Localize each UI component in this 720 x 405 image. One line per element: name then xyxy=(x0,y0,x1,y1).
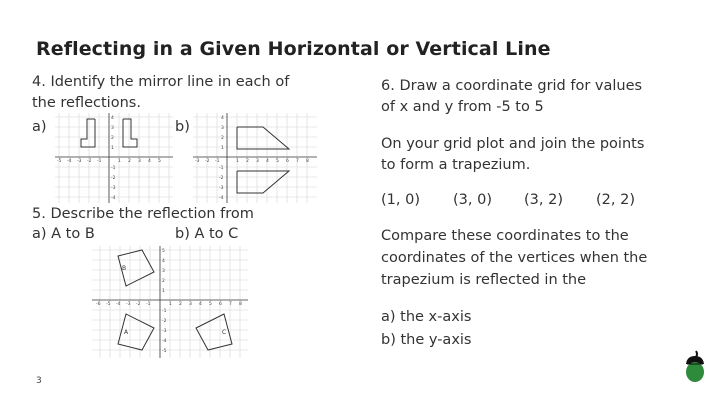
q6-line7: trapezium is reflected in the xyxy=(381,272,587,288)
svg-text:5: 5 xyxy=(162,249,165,254)
svg-text:3: 3 xyxy=(162,269,165,274)
q4-part-b-label: b) xyxy=(175,119,190,135)
label-b: B xyxy=(122,265,127,272)
q4b-grid xyxy=(193,113,317,203)
svg-text:-4: -4 xyxy=(219,196,224,201)
svg-text:7: 7 xyxy=(229,302,232,307)
q4-prompt-line1: 4. Identify the mirror line in each of xyxy=(32,74,290,90)
svg-text:3: 3 xyxy=(111,126,114,131)
q5-part-b: b) A to C xyxy=(175,226,239,242)
svg-text:-5: -5 xyxy=(162,349,167,354)
shape-c xyxy=(196,314,232,350)
svg-text:5: 5 xyxy=(158,159,161,164)
svg-text:-5: -5 xyxy=(57,159,62,164)
svg-text:-4: -4 xyxy=(67,159,72,164)
svg-text:1: 1 xyxy=(162,289,165,294)
svg-text:-3: -3 xyxy=(219,186,224,191)
svg-text:2: 2 xyxy=(221,136,224,141)
point-4: (2, 2) xyxy=(596,192,635,208)
point-3: (3, 2) xyxy=(524,192,563,208)
svg-text:6: 6 xyxy=(286,159,289,164)
svg-text:4: 4 xyxy=(221,116,224,121)
point-1: (1, 0) xyxy=(381,192,420,208)
q6-option-a: a) the x-axis xyxy=(381,309,472,325)
svg-text:7: 7 xyxy=(296,159,299,164)
svg-text:-2: -2 xyxy=(162,319,167,324)
svg-text:5: 5 xyxy=(209,302,212,307)
svg-text:8: 8 xyxy=(306,159,309,164)
svg-text:-1: -1 xyxy=(162,309,167,314)
svg-text:-4: -4 xyxy=(111,196,116,201)
svg-text:4: 4 xyxy=(148,159,151,164)
svg-text:-4: -4 xyxy=(116,302,121,307)
svg-text:-1: -1 xyxy=(215,159,220,164)
svg-text:5: 5 xyxy=(276,159,279,164)
svg-text:1: 1 xyxy=(236,159,239,164)
page-title: Reflecting in a Given Horizontal or Vertical Line xyxy=(36,38,551,60)
svg-text:2: 2 xyxy=(179,302,182,307)
svg-text:2: 2 xyxy=(246,159,249,164)
svg-text:4: 4 xyxy=(162,259,165,264)
svg-text:2: 2 xyxy=(128,159,131,164)
svg-text:3: 3 xyxy=(138,159,141,164)
q4-part-a-label: a) xyxy=(32,119,47,135)
q5-prompt: 5. Describe the reflection from xyxy=(32,206,254,222)
svg-text:-3: -3 xyxy=(77,159,82,164)
svg-text:2: 2 xyxy=(162,279,165,284)
svg-text:-3: -3 xyxy=(111,186,116,191)
svg-text:-3: -3 xyxy=(162,329,167,334)
svg-text:-2: -2 xyxy=(87,159,92,164)
svg-text:-1: -1 xyxy=(219,166,224,171)
svg-text:-3: -3 xyxy=(126,302,131,307)
svg-text:-1: -1 xyxy=(97,159,102,164)
svg-text:1: 1 xyxy=(221,146,224,151)
svg-text:8: 8 xyxy=(239,302,242,307)
svg-text:3: 3 xyxy=(189,302,192,307)
svg-text:3: 3 xyxy=(221,126,224,131)
q5-part-a: a) A to B xyxy=(32,226,95,242)
svg-text:-2: -2 xyxy=(136,302,141,307)
svg-text:-6: -6 xyxy=(96,302,101,307)
svg-text:-5: -5 xyxy=(106,302,111,307)
page-number: 3 xyxy=(36,376,42,386)
svg-text:1: 1 xyxy=(111,146,114,151)
label-c: C xyxy=(222,329,227,336)
svg-text:-2: -2 xyxy=(111,176,116,181)
q6-line2: of x and y from -5 to 5 xyxy=(381,99,544,115)
acorn-icon xyxy=(683,350,707,384)
svg-text:2: 2 xyxy=(111,136,114,141)
svg-text:4: 4 xyxy=(111,116,114,121)
svg-text:-2: -2 xyxy=(205,159,210,164)
svg-text:6: 6 xyxy=(219,302,222,307)
q4a-grid xyxy=(55,113,173,203)
svg-text:-1: -1 xyxy=(111,166,116,171)
svg-text:4: 4 xyxy=(266,159,269,164)
svg-text:3: 3 xyxy=(256,159,259,164)
q6-line5: Compare these coordinates to the xyxy=(381,228,629,244)
point-2: (3, 0) xyxy=(453,192,492,208)
svg-text:-2: -2 xyxy=(219,176,224,181)
q5-grid xyxy=(92,246,248,358)
svg-text:-3: -3 xyxy=(195,159,200,164)
svg-text:1: 1 xyxy=(118,159,121,164)
label-a: A xyxy=(124,329,129,336)
svg-text:-4: -4 xyxy=(162,339,167,344)
svg-text:-1: -1 xyxy=(146,302,151,307)
svg-text:4: 4 xyxy=(199,302,202,307)
svg-text:1: 1 xyxy=(169,302,172,307)
q6-line6: coordinates of the vertices when the xyxy=(381,250,648,266)
q4-prompt-line2: the reflections. xyxy=(32,95,141,111)
q4b-tick-labels xyxy=(195,115,309,201)
q6-line4: to form a trapezium. xyxy=(381,157,531,173)
q6-line3: On your grid plot and join the points xyxy=(381,136,645,152)
q6-line1: 6. Draw a coordinate grid for values xyxy=(381,78,643,94)
q6-option-b: b) the y-axis xyxy=(381,332,472,348)
